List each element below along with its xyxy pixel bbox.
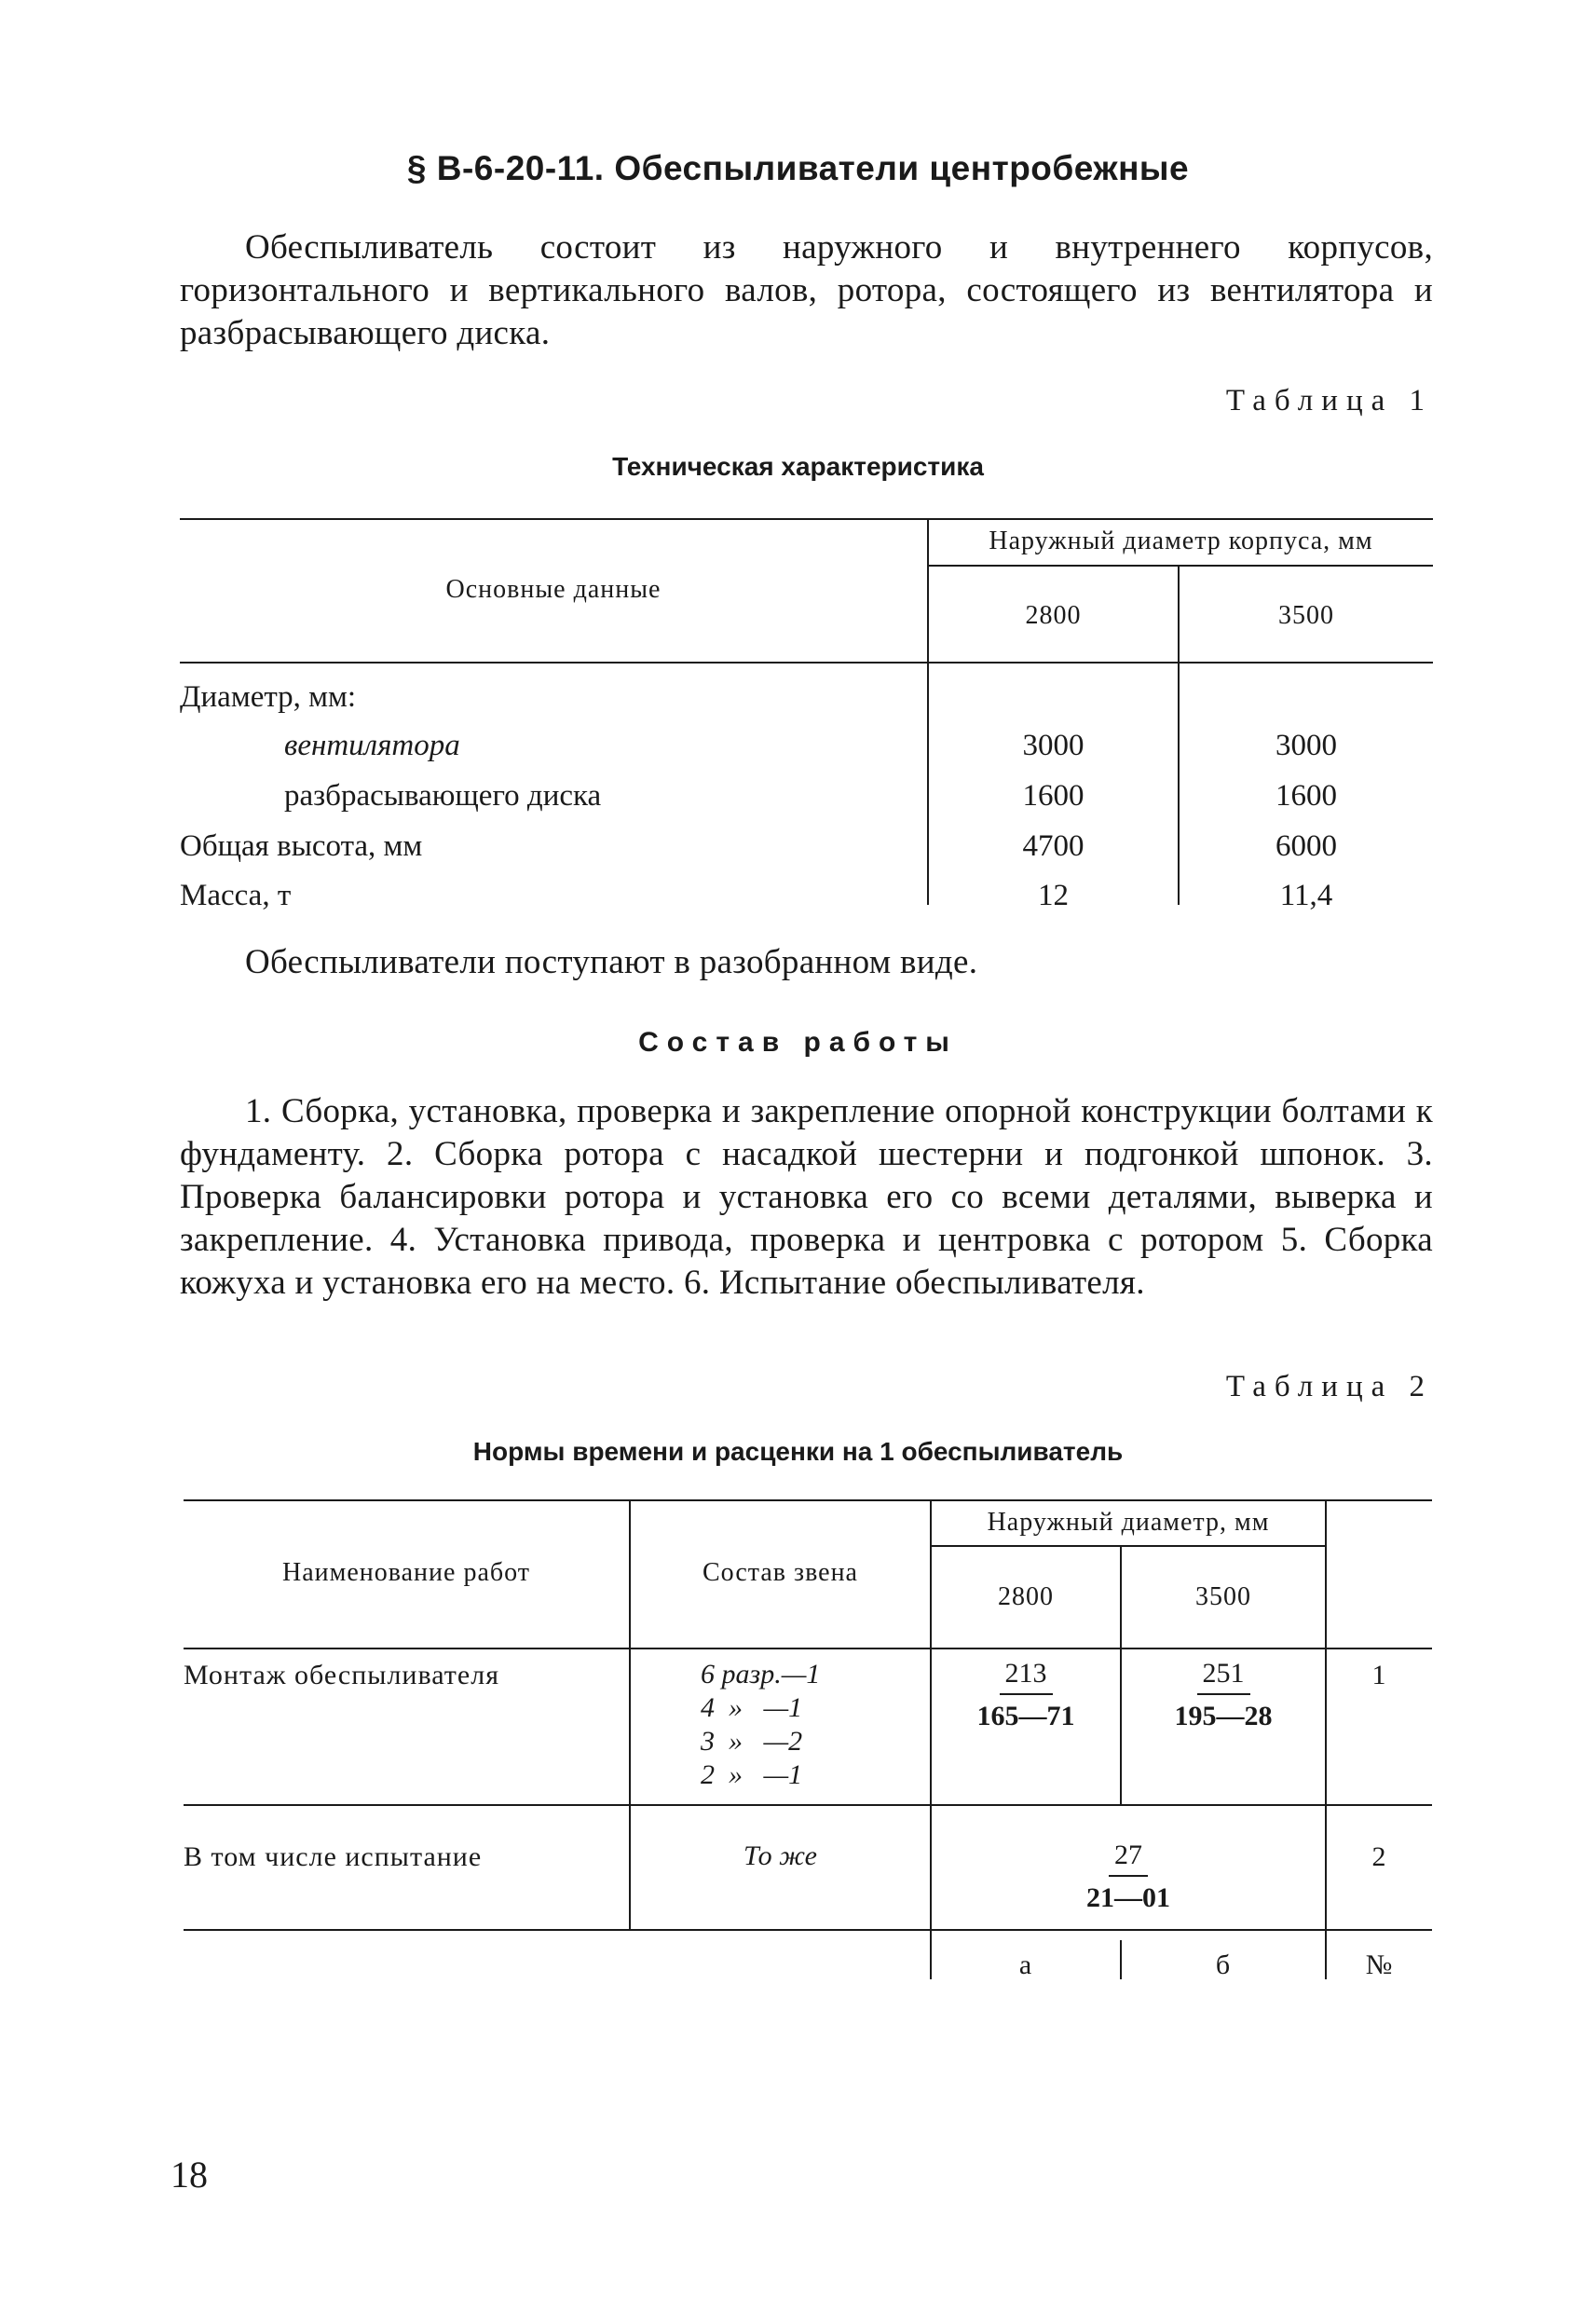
table2-row-rule [184, 1804, 1432, 1806]
table1-top-rule [180, 518, 1433, 520]
table2-row1-work: Монтаж обеспыливателя [184, 1660, 499, 1690]
intro-paragraph [180, 226, 1433, 355]
table1-cell: 3000 [1275, 729, 1337, 762]
table1-row-label: Общая высота, мм [180, 829, 423, 863]
norm-time: 251 [1197, 1658, 1250, 1695]
table2-row2-crew: То же [743, 1840, 817, 1871]
table2-row1-number: 1 [1371, 1660, 1387, 1690]
rate: 195—28 [1174, 1701, 1273, 1731]
table1-cell: 4700 [1022, 829, 1084, 863]
table2-row1-value-2800 [932, 1658, 1120, 1732]
table2-header-col1: 2800 [998, 1582, 1054, 1611]
table2-row2-number: 2 [1371, 1841, 1387, 1872]
rate: 21—01 [1086, 1882, 1170, 1913]
work-paragraph [180, 1090, 1433, 1305]
table1-row-label: разбрасывающего диска [284, 779, 602, 813]
norm-time: 213 [1000, 1658, 1053, 1695]
table2-footer-b: б [1215, 1949, 1232, 1980]
section-heading: § В-6-20-11. Обеспыливатели центробежные [406, 149, 1190, 187]
table1-cell: 3000 [1022, 729, 1084, 762]
table1-cell: 6000 [1275, 829, 1337, 863]
table2-footer-a: а [1018, 1949, 1033, 1980]
table1-cell: 12 [1038, 879, 1069, 912]
table1-header-col2: 3500 [1278, 601, 1334, 630]
table1-header-col1: 2800 [1025, 601, 1082, 630]
table2-header-work: Наименование работ [282, 1558, 530, 1587]
table2-title: Нормы времени и расценки на 1 обеспыливатель [472, 1437, 1124, 1466]
table1-row-label: Диаметр, мм: [180, 680, 357, 714]
table2-group-rule [932, 1545, 1327, 1547]
work-heading: Состав работы [638, 1027, 958, 1058]
table2-footer-no: № [1365, 1949, 1394, 1980]
table1-title: Техническая характеристика [612, 452, 984, 481]
table1-row-label: Масса, т [180, 879, 292, 912]
table1-header-group: Наружный диаметр корпуса, мм [989, 527, 1373, 555]
table2-header-crew: Состав звена [703, 1558, 858, 1587]
table2-row1-crew: 6 разр.—1 4 » —1 3 » —2 2 » —1 [701, 1659, 821, 1790]
norm-time: 27 [1109, 1840, 1148, 1877]
table2-col-divider-no [1325, 1499, 1327, 1979]
table1-group-rule [929, 565, 1433, 567]
table1-header-rule [180, 662, 1433, 664]
table1-label: Таблица 1 [1225, 384, 1433, 417]
table2-header-group: Наружный диаметр, мм [987, 1508, 1270, 1537]
table2-header-col2: 3500 [1195, 1582, 1251, 1611]
table2-row2-work: В том числе испытание [184, 1841, 483, 1872]
rate: 165—71 [976, 1701, 1075, 1731]
table1-cell: 11,4 [1279, 879, 1333, 912]
table1-header-main: Основные данные [445, 575, 662, 604]
table1-row-label: вентилятора [284, 729, 460, 762]
table1-cell: 1600 [1022, 779, 1084, 813]
table2-row2-value [932, 1840, 1325, 1914]
table2-header-rule [184, 1648, 1432, 1649]
table2-top-rule [184, 1499, 1432, 1501]
table2-row1-value-3500 [1122, 1658, 1325, 1732]
table1-cell: 1600 [1275, 779, 1337, 813]
table2-label: Таблица 2 [1225, 1370, 1433, 1403]
work-text: 1. Сборка, установка, проверка и закрепление опорной конструкции болтами к фундаменту. 2. Сборка ротора с насадкой шестерни и подгонкой шпонок. 3. Проверка балансировки ротора и установка его со всеми деталями, выверка и закрепление. 4. Установка привода, проверка и центровка с ротором 5. Сборка кожуха и установка его на место. 6. Испытание обеспыливателя. [180, 1092, 1433, 1302]
page-number: 18 [171, 2154, 208, 2196]
delivery-note-text: Обеспыливатели поступают в разобранном виде. [245, 943, 978, 981]
intro-text: Обеспыливатель состоит из наружного и внутреннего корпусов, горизонтального и вертикального валов, ротора, состоящего из вентилятора и разбрасывающего диска. [180, 228, 1433, 352]
table2-bottom-rule [184, 1929, 1432, 1931]
delivery-note [180, 941, 1433, 984]
